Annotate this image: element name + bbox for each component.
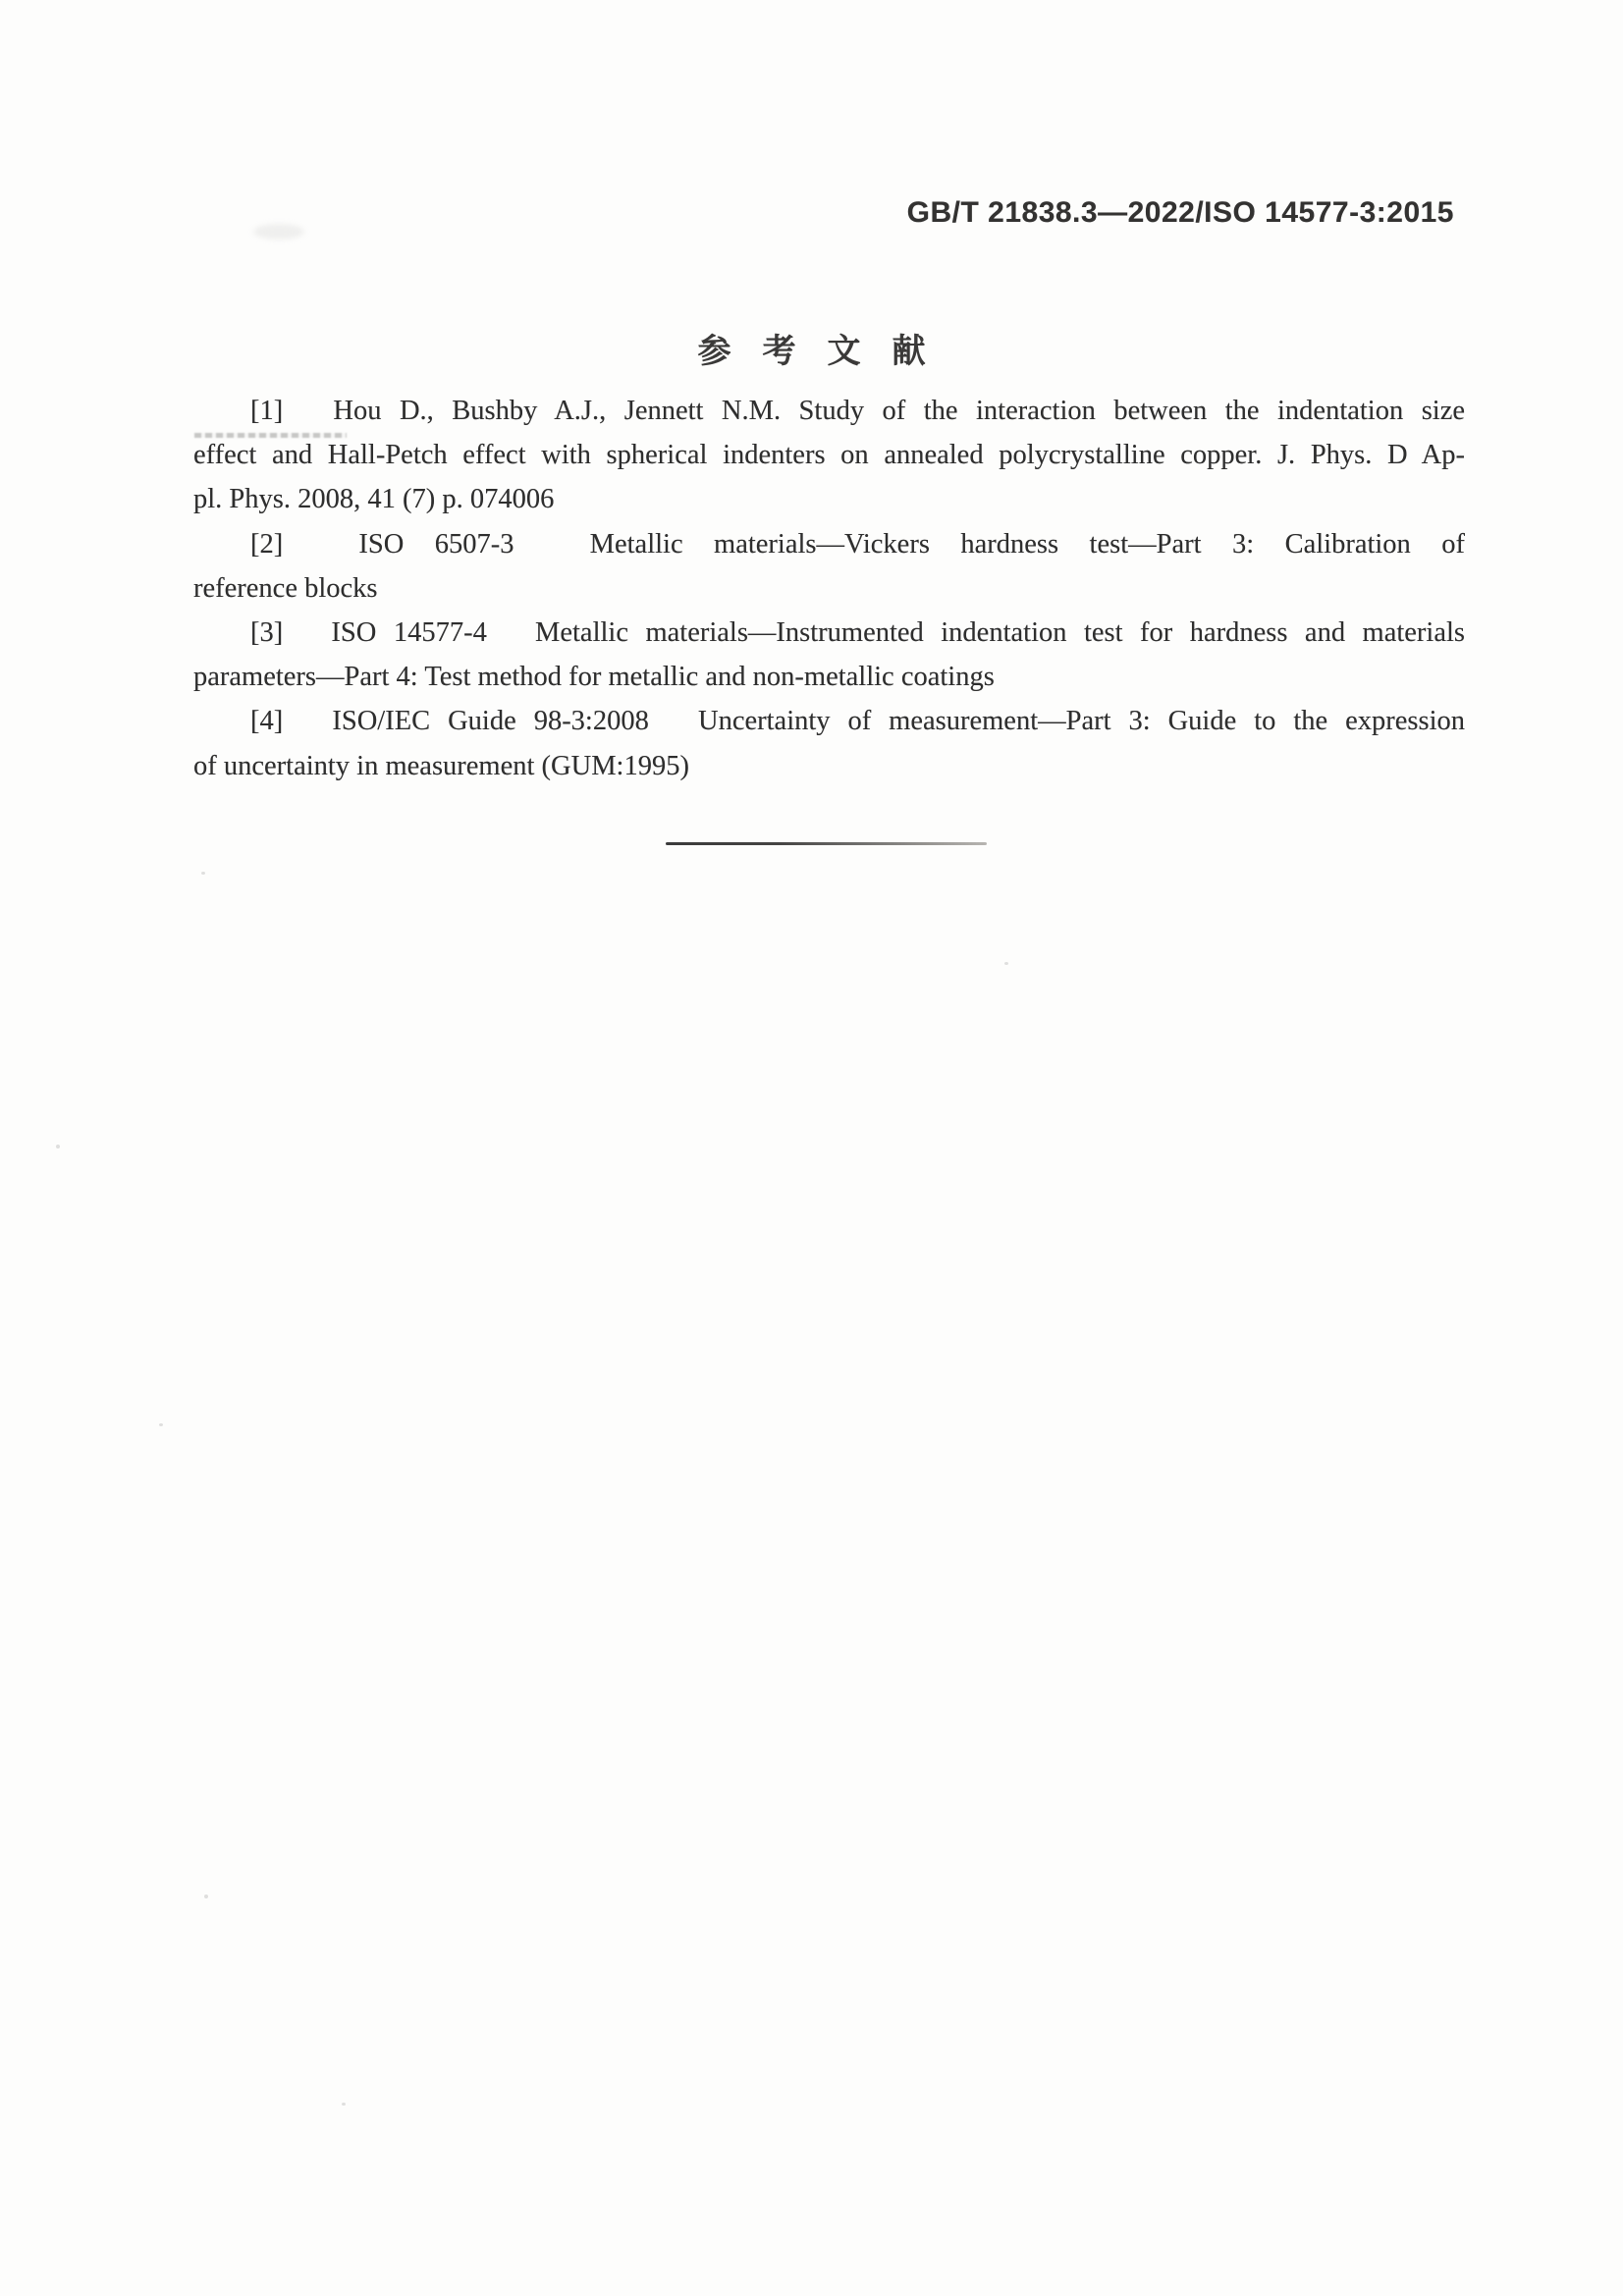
- reference-line: of uncertainty in measurement (GUM:1995): [193, 750, 689, 781]
- references-title: 参考文献: [697, 333, 957, 370]
- standard-number-header: GB/T 21838.3—2022/ISO 14577-3:2015: [906, 196, 1454, 229]
- scan-artifact-speck: [159, 1423, 163, 1426]
- scan-artifact-speck: [342, 2103, 346, 2106]
- reference-item: [193, 611, 1465, 699]
- section-divider: [666, 842, 987, 845]
- scan-artifact-speck: [1004, 962, 1008, 965]
- reference-line: [1] Hou D., Bushby A.J., Jennett N.M. Study of the interaction between the indentation size: [250, 396, 1465, 426]
- reference-line: [2] ISO 6507-3 Metallic materials—Vickers hardness test—Part 3: Calibration of: [250, 528, 1465, 560]
- reference-line: reference blocks: [193, 572, 378, 604]
- reference-item: [193, 389, 1465, 522]
- reference-line: pl. Phys. 2008, 41 (7) p. 074006: [193, 484, 555, 515]
- reference-line: [3] ISO 14577-4 Metallic materials—Instrumented indentation test for hardness and materials: [250, 617, 1465, 649]
- references-list: [193, 389, 1465, 788]
- scan-artifact-speck: [201, 872, 205, 875]
- reference-line: parameters—Part 4: Test method for metallic and non-metallic coatings: [193, 662, 995, 693]
- reference-line: effect and Hall-Petch effect with spherical indenters on annealed polycrystalline copper. J. Phys. D Ap-: [193, 440, 1465, 471]
- reference-item: [193, 699, 1465, 787]
- scan-artifact-speck: [204, 1895, 208, 1898]
- scan-artifact-speck: [56, 1145, 60, 1148]
- reference-line: [4] ISO/IEC Guide 98-3:2008 Uncertainty of measurement—Part 3: Guide to the expression: [250, 706, 1465, 737]
- reference-item: [193, 522, 1465, 611]
